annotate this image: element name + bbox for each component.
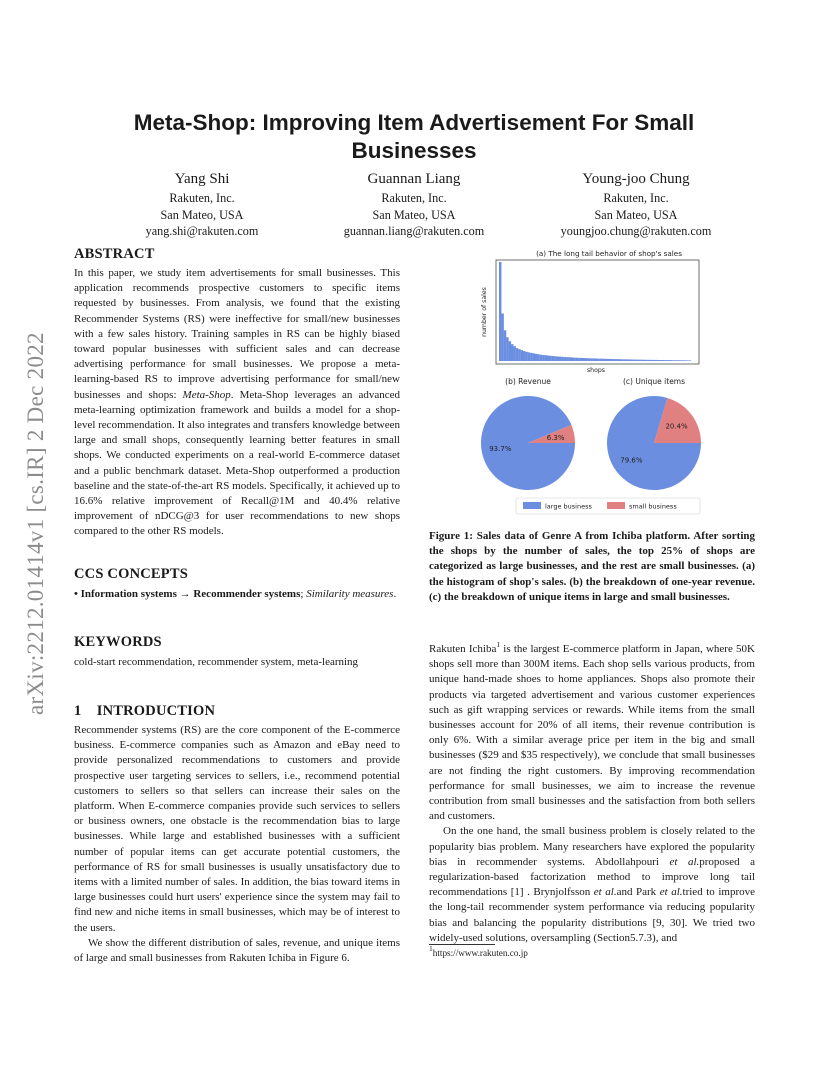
pie-slice-label: 20.4% [665,422,688,431]
revenue-pie-title: (b) Revenue [505,377,551,386]
histogram-bar [569,357,571,361]
histogram-bar [629,359,631,361]
author-affiliation: Rakuten, Inc. [603,191,669,205]
pie-slice-label: 6.3% [546,433,565,442]
figure-1-sales-data [470,244,734,516]
histogram-bar [636,360,638,361]
histogram-bar [677,360,679,361]
histogram-bar [523,351,525,361]
ccs-separator: ; [300,588,307,600]
histogram-bar [674,360,676,361]
legend-label-large-business: large business [545,502,592,511]
histogram-bar [605,359,607,361]
histogram-bar [501,313,503,361]
author-email: yang.shi@rakuten.com [145,224,259,238]
keywords-heading: KEYWORDS [74,634,162,650]
histogram-bar [643,360,645,361]
histogram-bar [667,360,669,361]
footnote [429,944,528,959]
histogram-bar [499,262,501,361]
histogram-bar [545,355,547,361]
histogram-bar [597,359,599,361]
histogram-frame [496,260,699,364]
histogram-bar [521,350,523,361]
histogram-bar [641,360,643,361]
histogram-bar [535,354,537,361]
histogram-bar [516,348,518,361]
histogram-bar [573,358,575,361]
histogram-bar [561,357,563,361]
right-paragraph-1-rest: is the largest E-commerce platform in Japan, where 50K shops sell more than 300M items. Each shop sells various products, from unique hand-made shoes to home appliances. Shops also promote their products via targeted advertisement and various customer experiences such as gift wrapping services or rewards. While items from the small businesses account for 20% of all items, their revenue contribution is only 6%. With a similar average price per item in the big and small businesses ($29 and $35 respectively), we conclude that small businesses are not finding the right customers. By improving recommendation performance for small businesses, we aim to increase the revenue contribution from small businesses and the satisfaction from both sellers and customers. [429,643,755,823]
p2-part: and Park [616,886,660,899]
histogram-panel [481,249,699,374]
right-paragraph-2 [429,824,755,946]
histogram-bar [537,354,539,361]
p2-part: tried to improve the long-tail recommender system performance via reducing popularity bias and balancing the popularity distributions [9, 30]. We tried two widely-used solutions, oversampling (Section5.7.3), and [429,886,755,944]
histogram-bar [513,346,515,361]
histogram-bar [614,359,616,361]
histogram-bar [578,358,580,361]
revenue-pie-panel [481,377,575,490]
histogram-title: (a) The long tail behavior of shop's sales [536,249,682,258]
p2-part: proposed a regularization-based factorization method to improve long tail recommendations [1] . Brynjolfsson [429,855,755,899]
histogram-bar [542,355,544,361]
histogram-bar [631,360,633,361]
author-location: San Mateo, USA [160,207,244,222]
histogram-bar [660,360,662,361]
histogram-bar [533,353,535,361]
histogram-bar [612,359,614,361]
author-name: Yang Shi [174,171,230,187]
author-name: Guannan Liang [367,171,461,187]
histogram-bar [672,360,674,361]
abstract-text-part: . Meta-Shop leverages an advanced meta-learning optimization framework and builds a model for a shop-level recommendation. It also integrates and transfers knowledge between large and small shops, consequently learning better features in small shops. We conducted experiments on a real-world E-commerce dataset and a public benchmark dataset. Meta-Shop outperformed a production baseline and the state-of-the-art RS models. Specifically, it achieved up to 16.6% relative improvement of Recall@1M and 40.4% relative improvement of nDCG@3 for user recommendations to new shops compared to the other RS models. [74,388,400,538]
histogram-bar [609,359,611,361]
p2-etal: et al. [659,886,683,899]
legend-swatch-large-business [523,502,541,509]
histogram-bar [525,352,527,361]
histogram-bar [528,352,530,361]
histogram-bar [657,360,659,361]
arxiv-identifier-stamp: arXiv:2212.01414v1 [cs.IR] 2 Dec 2022 [23,332,48,716]
histogram-bar [617,359,619,361]
histogram-bar [650,360,652,361]
histogram-bar [681,360,683,361]
introduction-body [74,723,400,966]
histogram-bar [669,360,671,361]
histogram-bar [595,359,597,361]
author-block-3 [526,170,746,240]
histogram-bar [549,356,551,361]
histogram-bar [588,358,590,361]
p2-etal: et al. [593,886,617,899]
unique-items-pie [607,396,701,490]
histogram-bar [655,360,657,361]
histogram-bar [554,356,556,361]
histogram-bar [602,359,604,361]
ccs-concepts-body [74,587,400,602]
histogram-bar [593,358,595,361]
histogram-bar [564,357,566,361]
intro-paragraph-1: Recommender systems (RS) are the core component of the E-commerce business. E-commerce companies such as Amazon and eBay need to provide personalized recommendations to customers and provide prospective user targeting services to sellers, i.e., recommend potential customers to sellers so that sellers can increase their sales on the platform. When E-commerce companies provide such services to sellers or business owners, one obstacle is the recommendation bias to large businesses. While large and established businesses with a sufficient number of popular items can get accurate potential customers, the performance of RS for small businesses is usually unsatisfactory due to items with a limited number of sales. In addition, the bias toward items in large businesses could hurt users' experience since the system may fail to find new and niche items in small businesses, which may be of interest to the users. [74,724,400,934]
histogram-bar [653,360,655,361]
histogram-bar [518,349,520,361]
histogram-bar [607,359,609,361]
footnote-marker: 1 [496,640,501,649]
pie-slice-label: 79.6% [620,456,643,465]
author-email: guannan.liang@rakuten.com [343,224,485,238]
p2-etal: et al. [669,855,700,868]
histogram-bar [585,358,587,361]
author-email: youngjoo.chung@rakuten.com [560,224,712,238]
histogram-bar [559,357,561,361]
abstract-body [74,266,400,540]
histogram-bar [506,337,508,361]
histogram-bar [665,360,667,361]
footnote-rule [429,944,495,945]
histogram-bar [509,341,511,361]
histogram-y-label: number of sales [481,287,488,337]
histogram-bar [576,358,578,361]
figure-legend [516,498,700,514]
histogram-bar [590,358,592,361]
revenue-pie [481,396,575,490]
right-paragraph-1-start: Rakuten Ichiba [429,643,497,655]
intro-paragraph-2: We show the different distribution of sales, revenue, and unique items of large and small businesses from Rakuten Ichiba in Figure 6. [74,936,400,965]
histogram-x-label: shops [586,367,606,374]
histogram-bar [557,356,559,361]
ccs-concepts-heading: CCS CONCEPTS [74,566,188,582]
ccs-primary-concept: Information systems → Recommender systems [80,588,301,600]
histogram-bar [662,360,664,361]
ccs-bullet: • [74,588,78,600]
right-column-body [429,642,755,946]
histogram-bar [633,360,635,361]
footnote-url: https://www.rakuten.co.jp [432,948,528,958]
keywords-body: cold-start recommendation, recommender system, meta-learning [74,656,359,668]
author-location: San Mateo, USA [594,207,678,222]
introduction-heading: 1 INTRODUCTION [74,703,216,719]
abstract-text-part: In this paper, we study item advertisements for small businesses. This application recommends prospective customers to specific items requested by businesses. From analysis, we found that the existing Recommender Systems (RS) were ineffective for small/new businesses with a few sales history. Training samples in RS can be highly biased toward popular businesses with sufficient sales and can decrease advertising performance for small businesses. We propose a meta-learning-based RS to improve advertising performance for small/new businesses and shops: [74,267,400,401]
histogram-bar [583,358,585,361]
author-location: San Mateo, USA [372,207,456,222]
histogram-bar [645,360,647,361]
histogram-bar [626,359,628,361]
footnote-number: 1 [429,944,433,953]
histogram-bar [530,353,532,361]
histogram-bar [552,356,554,361]
author-block-1 [92,170,312,240]
histogram-bar [689,360,691,361]
histogram-bar [571,357,573,361]
histogram-bar [686,360,688,361]
ccs-secondary-concept: Similarity measures [306,588,394,600]
histogram-bar [581,358,583,361]
histogram-bar [624,359,626,361]
p2-part: On the one hand, the small business problem is closely related to the popularity bias problem. Many researchers have explored the popularity bias in recommender systems. Abdollahpouri [429,825,755,868]
unique-items-pie-panel [607,377,701,490]
figure-1-caption: Figure 1: Sales data of Genre A from Ichiba platform. After sorting the shops by the number of sales, the top 25% of shops are categorized as large businesses, and the rest are small businesses. (a) the histogram of shop's sales. (b) the breakdown of one-year revenue. (c) the breakdown of unique items in large and small businesses. [429,530,755,603]
author-name: Young-joo Chung [582,171,690,187]
histogram-bar [566,357,568,361]
author-affiliation: Rakuten, Inc. [169,191,235,205]
pie-slice-label: 93.7% [489,445,512,454]
legend-swatch-small-business [607,502,625,509]
ccs-end: . [393,588,397,600]
histogram-bar [638,360,640,361]
author-affiliation: Rakuten, Inc. [381,191,447,205]
legend-label-small-business: small business [629,502,677,511]
histogram-bar [504,330,506,361]
histogram-bar [600,359,602,361]
histogram-bar [679,360,681,361]
histogram-bar [648,360,650,361]
paper-title: Meta-Shop: Improving Item Advertisement For Small Businesses [133,110,695,163]
histogram-bar [621,359,623,361]
right-paragraph-1 [429,642,755,824]
author-block-2 [304,170,524,240]
histogram-bars [499,262,691,361]
histogram-bar [619,359,621,361]
abstract-method-name: Meta-Shop [182,388,231,401]
histogram-bar [684,360,686,361]
histogram-bar [540,355,542,361]
unique-items-pie-title: (c) Unique items [622,377,686,386]
histogram-bar [511,344,513,361]
histogram-bar [547,356,549,361]
abstract-heading: ABSTRACT [74,246,155,262]
